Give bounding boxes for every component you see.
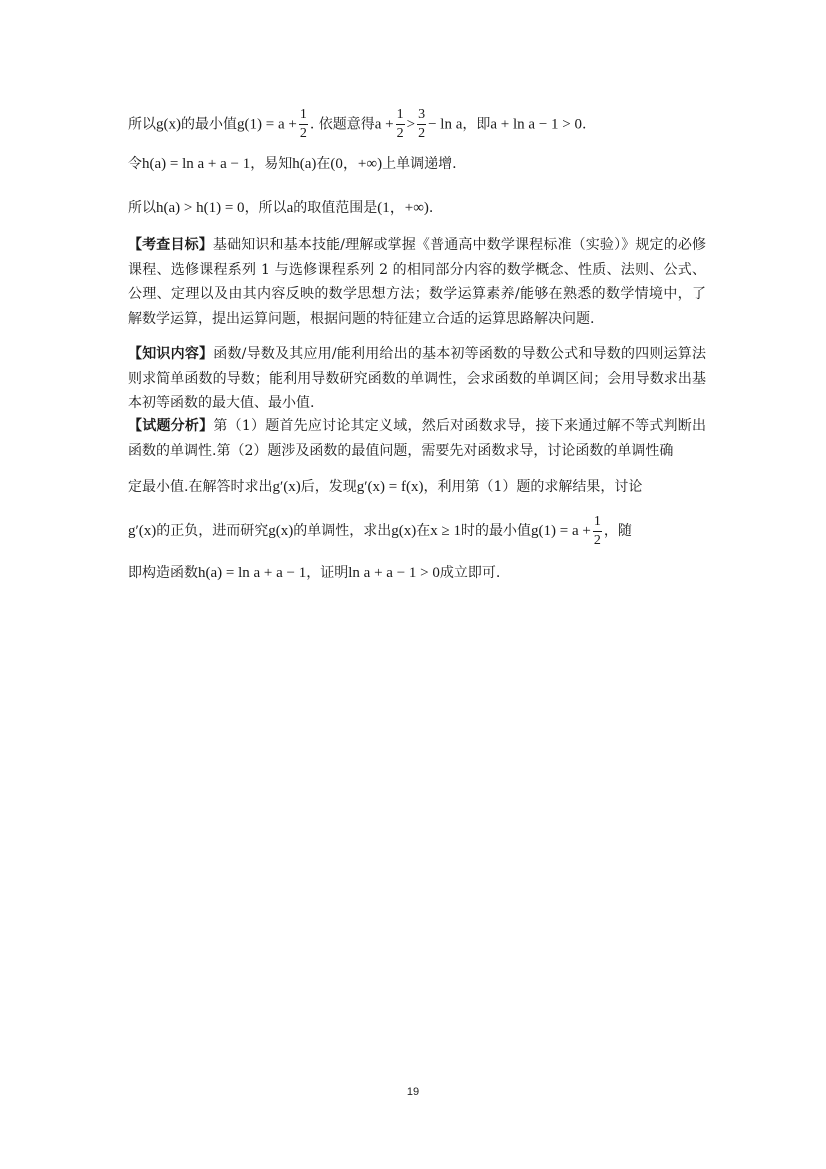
text: 的取值范围是	[293, 200, 378, 216]
text: . 依题意得	[309, 116, 375, 133]
fraction-numerator: 3	[417, 108, 426, 125]
text: ，即	[462, 116, 491, 133]
text: ，利用第（1）题的求解结果，讨论	[423, 479, 643, 495]
section-assessment-goal	[128, 233, 706, 331]
text: 的单调性，求出	[293, 523, 392, 539]
math-h-def: h(a) = ln a + a − 1	[142, 156, 251, 172]
section-heading: 【考查目标】	[128, 237, 213, 253]
page-number: 19	[406, 1086, 420, 1098]
fraction-denominator: 2	[418, 126, 426, 141]
section-question-analysis	[128, 414, 706, 463]
math-g1: g(1) = a +	[531, 523, 591, 539]
section-knowledge-content	[128, 342, 706, 416]
math-x-ge-1: x ≥ 1	[430, 523, 462, 539]
fraction-denominator: 2	[593, 532, 601, 548]
fraction-one-half	[593, 515, 602, 548]
section-body: 函数/导数及其应用/能利用给出的基本初等函数的导数公式和导数的四则运算法则求简单函数的导数；能利用导数研究函数的单调性，会求函数的单调区间；会用导数求出基本初等函数的最大值、最小值.	[128, 346, 707, 411]
solution-line-2	[128, 153, 704, 175]
math-interval: (0，+∞)	[330, 156, 383, 172]
section-body: 基础知识和基本技能/理解或掌握《普通高中数学课程标准（实验）》规定的必修课程、选修课程系列 1 与选修课程系列 2 的相同部分内容的数学概念、性质、法则、公式、公理、定理以及由其内容反映的数学思想方法；数学运算素养/能够在熟悉的数学情境中，了解数学运算，提出运算问题，根据问题的特征建立合适的运算思路解决问题.	[128, 237, 706, 327]
text: 后，发现	[300, 479, 357, 495]
solution-line-1	[128, 108, 704, 141]
math-g-x: g(x)	[391, 523, 417, 539]
math-g1: g(1) = a +	[237, 116, 297, 133]
math-g-prime: g′(x)	[128, 523, 157, 539]
math-g-prime-eq-f: g′(x) = f(x)	[356, 479, 424, 495]
math-g-x: g(x)	[156, 116, 181, 133]
section-heading: 【知识内容】	[128, 346, 214, 362]
text: ，证明	[306, 565, 349, 581]
math-g-x: g(x)	[268, 523, 294, 539]
section-body: 第（1）题首先应讨论其定义域，然后对函数求导，接下来通过解不等式判断出函数的单调性.第（2）题涉及函数的最值问题，需要先对函数求导，讨论函数的单调性确	[128, 418, 707, 459]
text: 所以	[128, 200, 156, 216]
math-h-def: h(a) = ln a + a − 1	[198, 565, 307, 581]
analysis-line-4	[128, 514, 704, 548]
text: 成立即可.	[439, 565, 501, 581]
text: ，易知	[250, 156, 293, 172]
section-heading: 【试题分析】	[128, 418, 214, 434]
solution-line-3	[128, 197, 704, 219]
text: 上单调递增.	[382, 156, 457, 172]
fraction-three-halves	[417, 108, 426, 141]
fraction-numerator: 1	[299, 108, 308, 125]
text: 定最小值.在解答时求出	[128, 479, 273, 495]
text: 的最小值	[181, 116, 237, 133]
analysis-line-5	[128, 561, 704, 585]
fraction-denominator: 2	[396, 126, 404, 141]
fraction-one-half	[396, 108, 405, 141]
text: 时的最小值	[461, 523, 532, 539]
math-h-compare: h(a) > h(1) = 0	[156, 200, 245, 216]
math-range: (1，+∞)	[377, 200, 429, 216]
fraction-numerator: 1	[593, 515, 602, 532]
math-minus-ln-a: − ln a	[428, 116, 463, 133]
text: 的正负，进而研究	[156, 523, 269, 539]
fraction-one-half	[299, 108, 308, 141]
analysis-line-3	[128, 475, 704, 499]
math-gt: >	[406, 116, 416, 133]
text: .	[582, 116, 587, 133]
math-a: a	[286, 200, 294, 216]
fraction-denominator: 2	[299, 126, 307, 141]
text: ，所以	[244, 200, 287, 216]
text: 在	[416, 523, 431, 539]
text: ，随	[603, 523, 632, 539]
math-inequality: a + ln a − 1 > 0	[490, 116, 582, 133]
text: 即构造函数	[128, 565, 198, 581]
math-inequality: ln a + a − 1 > 0	[348, 565, 440, 581]
math-g-prime: g′(x)	[272, 479, 301, 495]
text: .	[428, 200, 434, 216]
text: 在	[316, 156, 331, 172]
math-a-plus: a +	[374, 116, 394, 133]
text: 所以	[128, 116, 156, 133]
fraction-numerator: 1	[396, 108, 405, 125]
text: 令	[128, 156, 142, 172]
math-h-a: h(a)	[292, 156, 317, 172]
